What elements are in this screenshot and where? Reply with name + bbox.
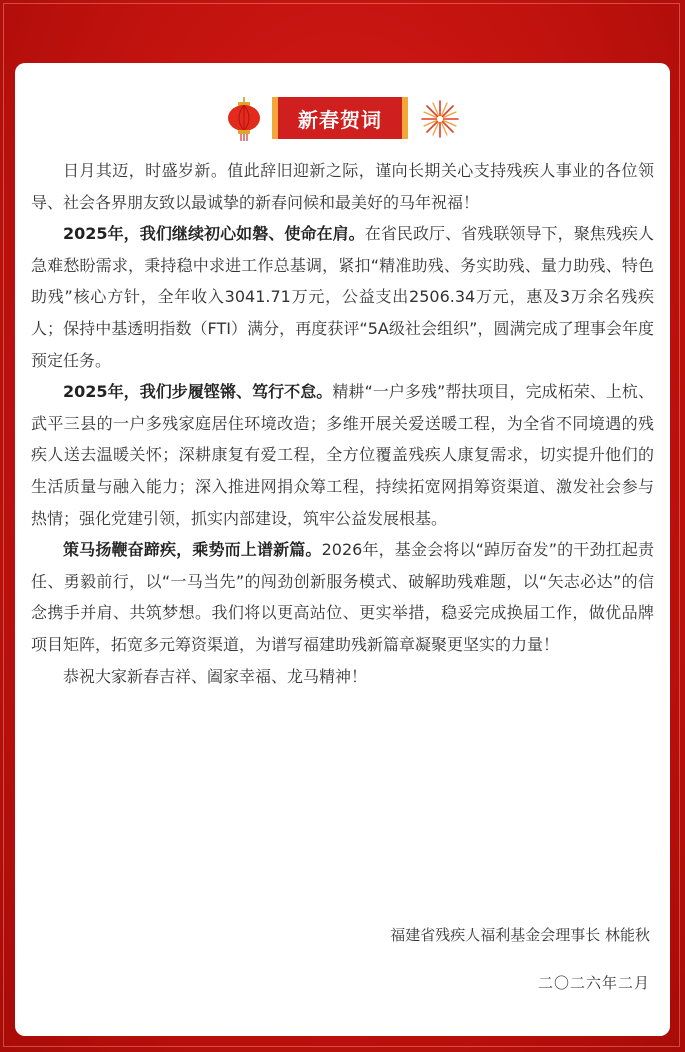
paragraph-lead: 2025年，我们步履铿锵、笃行不怠。 (63, 382, 333, 402)
paragraph-opening (31, 155, 654, 218)
page-title-text: 新春贺词 (298, 107, 382, 132)
firework-icon (420, 99, 460, 139)
paragraph-2026-outlook (31, 534, 654, 660)
lantern-icon (225, 97, 263, 141)
paragraph-text: 日月其迈，时盛岁新。值此辞旧迎新之际，谨向长期关心支持残疾人事业的各位领导、社会各界朋友致以最诚挚的新春问候和最美好的马年祝福！ (31, 161, 654, 212)
paragraph-lead: 2025年，我们继续初心如磐、使命在肩。 (63, 224, 365, 244)
paragraph-2025-progress (31, 376, 654, 534)
paragraph-text: 在省民政厅、省残联领导下，聚焦残疾人急难愁盼需求，秉持稳中求进工作总基调，紧扣“精准助残、务实助残、量力助残、特色助残”核心方针，全年收入3041.71万元，公益支出2506.34万元，惠及3万余名残疾人；保持中基透明指数（FTI）满分，再度获评“5A级社会组织”，圆满完成了理事会年度预定任务。 (31, 224, 654, 370)
paragraph-text: 精耕“一户多残”帮扶项目，完成柘荣、上杭、武平三县的一户多残家庭居住环境改造；多维开展关爱送暖工程，为全省不同境遇的残疾人送去温暖关怀；深耕康复有爱工程，全方位覆盖残疾人康复需求，切实提升他们的生活质量与融入能力；深入推进网捐众筹工程，持续拓宽网捐筹资渠道、激发社会参与热情；强化党建引领，抓实内部建设，筑牢公益发展根基。 (31, 382, 654, 528)
paragraph-lead: 策马扬鞭奋蹄疾，乘势而上谱新篇。 (63, 540, 322, 560)
paragraph-text: 恭祝大家新春吉祥、阖家幸福、龙马精神！ (63, 666, 368, 686)
signature-date: 二〇二六年二月 (537, 974, 650, 992)
paragraph-2025-mission (31, 218, 654, 376)
card-header (15, 97, 670, 147)
greeting-card (15, 63, 670, 1036)
signature: 福建省残疾人福利基金会理事长 林能秋 (390, 926, 650, 944)
paragraph-text: 2026年，基金会将以“踔厉奋发”的干劲扛起责任、勇毅前行，以“一马当先”的闯劲创新服务模式、破解助残难题，以“矢志必达”的信念携手并肩、共筑梦想。我们将以更高站位、更实举措，稳妥完成换届工作，做优品牌项目矩阵，拓宽多元筹资渠道，为谱写福建助残新篇章凝聚更坚实的力量！ (31, 540, 654, 654)
paragraph-closing (31, 661, 654, 693)
greeting-body (31, 155, 654, 692)
page-title (272, 97, 408, 139)
